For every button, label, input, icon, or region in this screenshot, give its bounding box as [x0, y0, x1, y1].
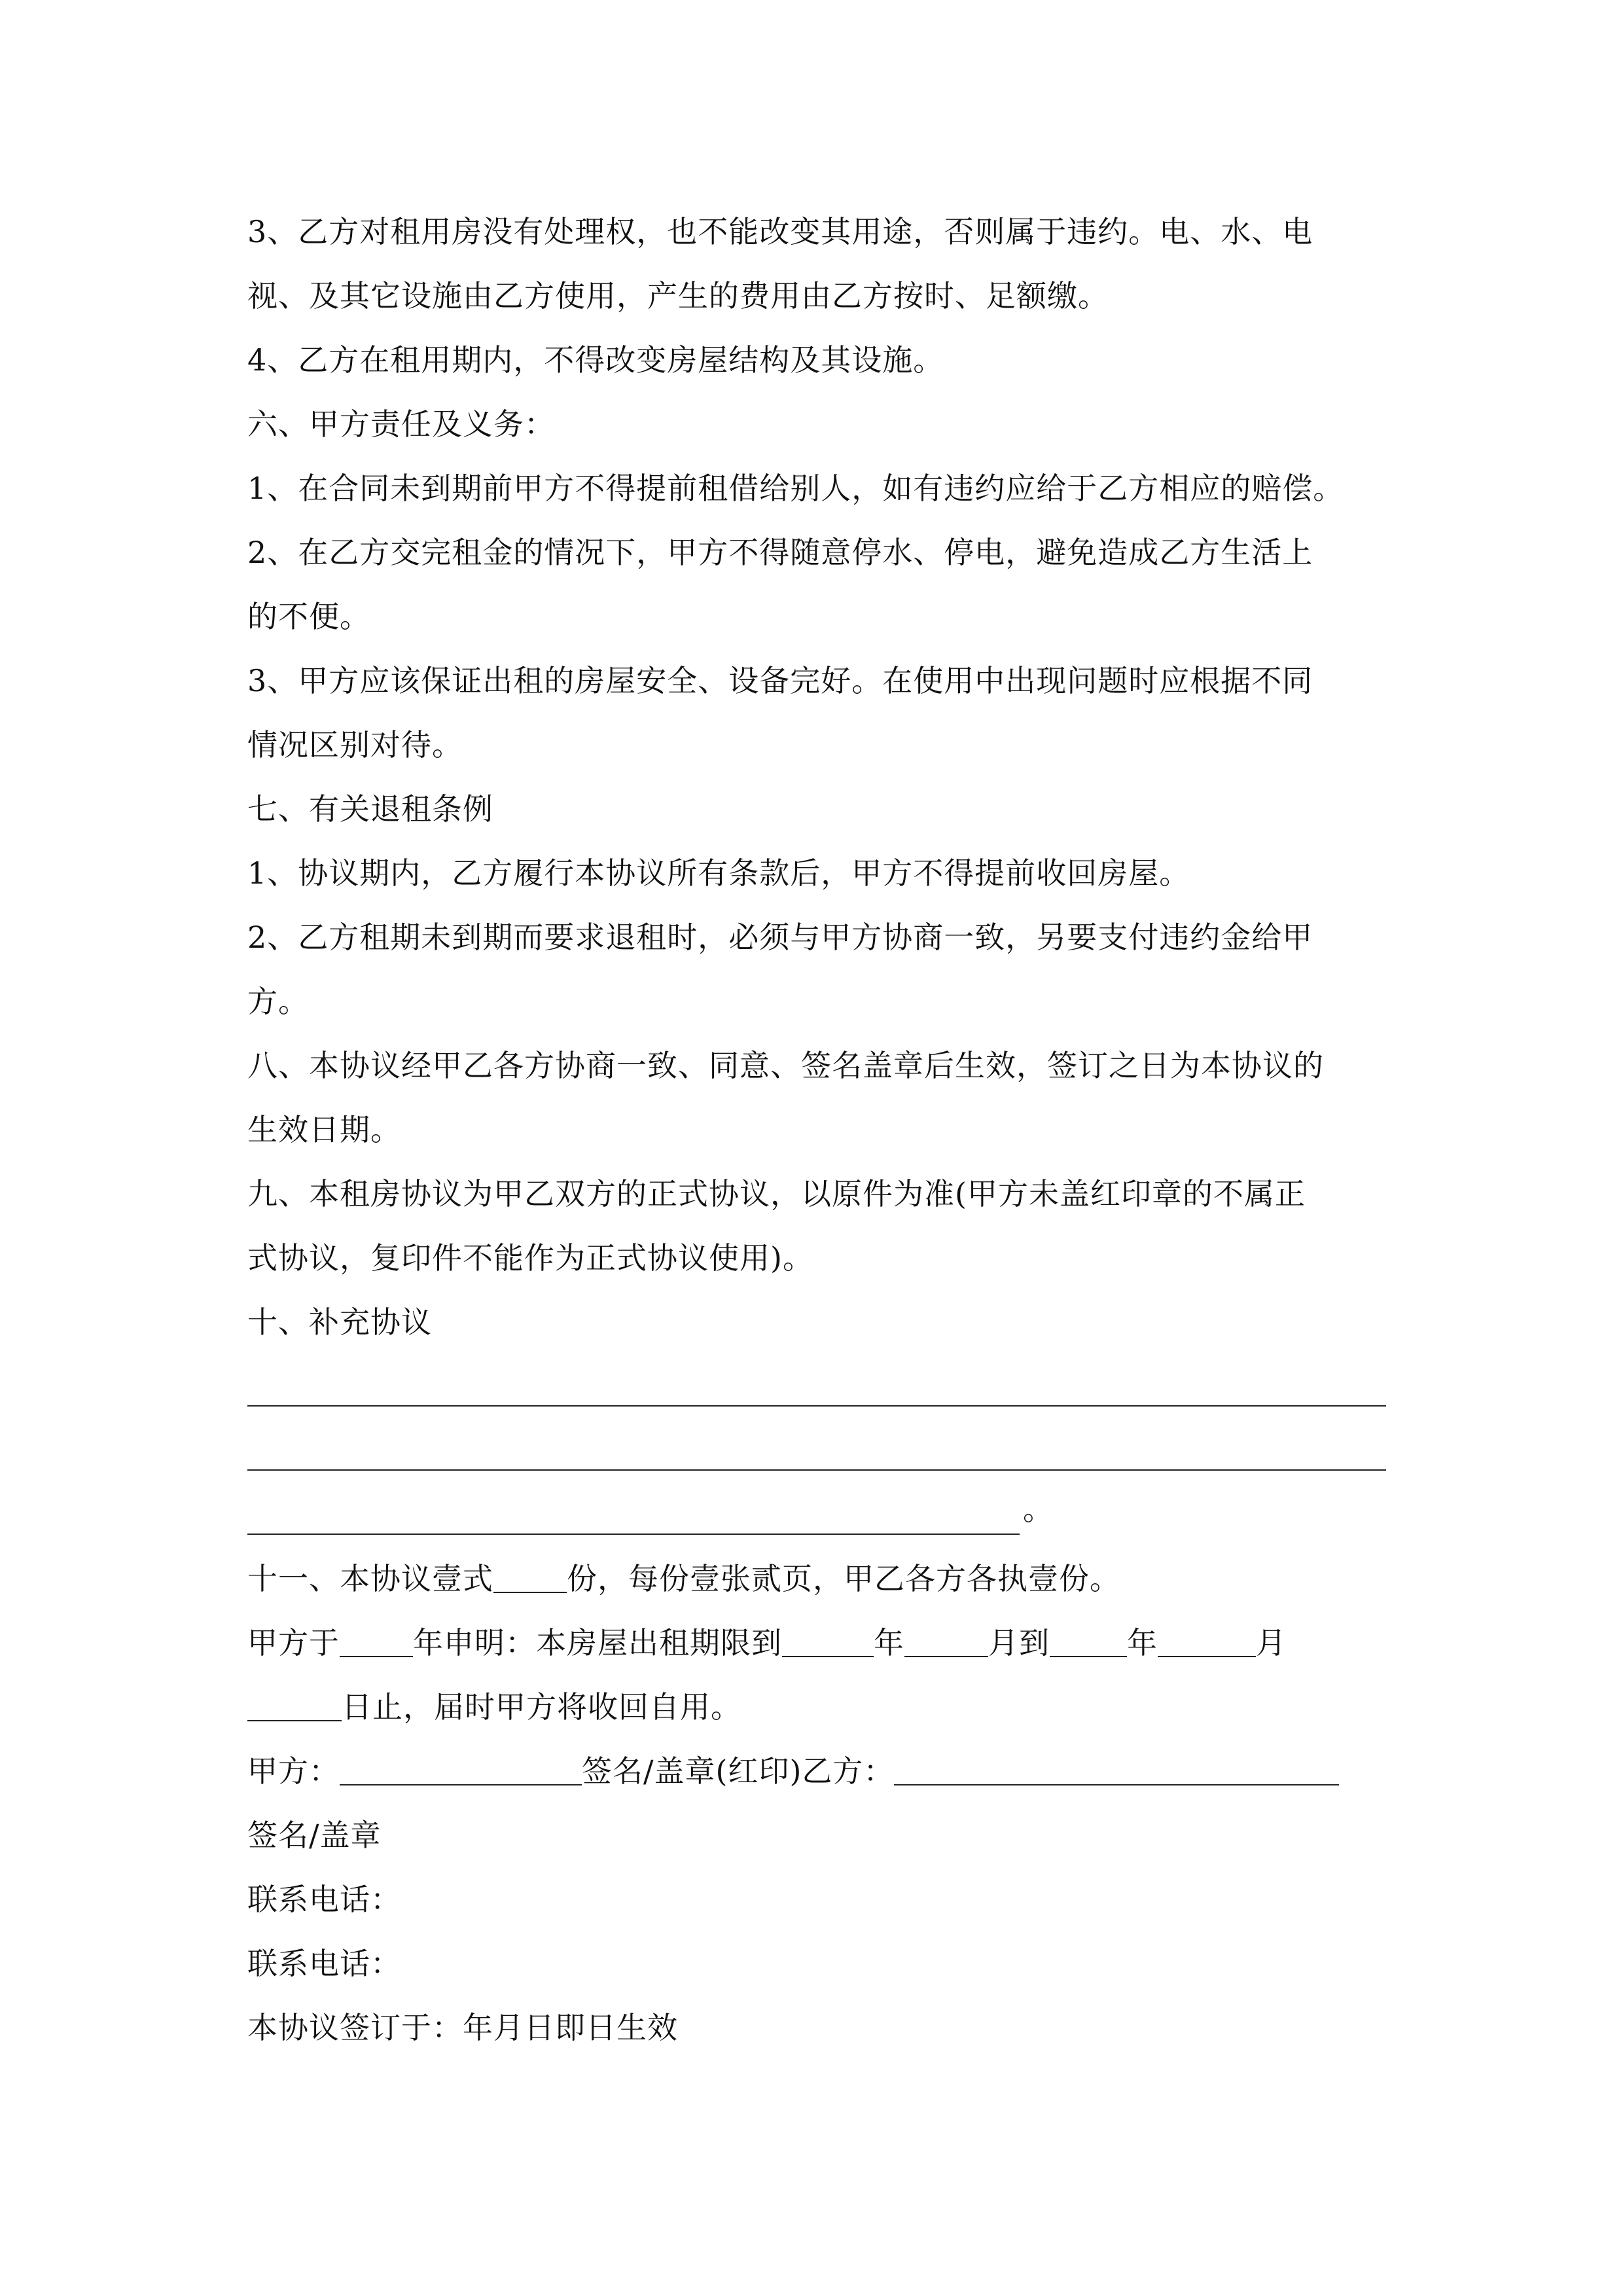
- to-day-blank[interactable]: [247, 1691, 342, 1721]
- phone-label-1: 联系电话：: [247, 1882, 401, 1917]
- start-month-blank[interactable]: [904, 1627, 988, 1657]
- signing-date: 本协议签订于：年月日即日生效: [247, 2010, 678, 2045]
- signature-line: [247, 1739, 1399, 1803]
- section-7-title: 七、有关退租条例: [247, 791, 493, 827]
- party-b-label: 乙方：: [802, 1753, 895, 1789]
- section-11-part-2: 份，每份壹张贰页，甲乙各方各执壹份。: [567, 1561, 1120, 1596]
- clause-5-3-line-2: 视、及其它设施由乙方使用，产生的费用由乙方按时、足额缴。: [247, 278, 1109, 314]
- phone-label-2: 联系电话：: [247, 1946, 401, 1981]
- declaration-part-5: 年: [1127, 1625, 1158, 1660]
- party-a-signature-blank[interactable]: [340, 1755, 582, 1785]
- supplement-rule: [247, 1534, 1020, 1535]
- clause-5-4: 4、乙方在租用期内，不得改变房屋结构及其设施。: [247, 342, 944, 378]
- section-10-title: 十、补充协议: [247, 1304, 432, 1340]
- clause-7-2-line-1: 2、乙方租期未到期而要求退租时，必须与甲方协商一致，另要支付违约金给甲: [247, 920, 1313, 955]
- sign-seal-label: 签名/盖章: [247, 1818, 382, 1853]
- declaration-part-2: 年申明：本房屋出租期限到: [413, 1625, 782, 1660]
- section-9-line-2: 式协议，复印件不能作为正式协议使用)。: [247, 1240, 813, 1276]
- section-11: [247, 1547, 1399, 1611]
- section-6-title: 六、甲方责任及义务：: [247, 406, 555, 442]
- clause-6-2-line-2: 的不便。: [247, 599, 370, 634]
- declaration-part-1: 甲方于: [247, 1625, 340, 1660]
- supplement-line-3[interactable]: [247, 1482, 1399, 1547]
- declaration-line-1: [247, 1611, 1399, 1675]
- clause-6-2-line-1: 2、在乙方交完租金的情况下，甲方不得随意停水、停电，避免造成乙方生活上: [247, 535, 1313, 570]
- to-year-blank[interactable]: [1050, 1627, 1127, 1657]
- clause-7-2-line-2: 方。: [247, 984, 309, 1019]
- clause-7-1: 1、协议期内，乙方履行本协议所有条款后，甲方不得提前收回房屋。: [247, 855, 1190, 891]
- declaration-part-4: 月到: [988, 1625, 1050, 1660]
- clause-5-3-line-1: 3、乙方对租用房没有处理权，也不能改变其用途，否则属于违约。电、水、电: [247, 214, 1313, 249]
- declaration-part-7: 日止，届时甲方将收回自用。: [342, 1689, 741, 1725]
- copies-blank[interactable]: [493, 1563, 567, 1593]
- clause-6-1: 1、在合同未到期前甲方不得提前租借给别人，如有违约应给于乙方相应的赔偿。: [247, 471, 1344, 506]
- section-9-line-1: 九、本租房协议为甲乙双方的正式协议，以原件为准(甲方未盖红印章的不属正: [247, 1176, 1306, 1211]
- clause-6-3-line-1: 3、甲方应该保证出租的房屋安全、设备完好。在使用中出现问题时应根据不同: [247, 663, 1313, 698]
- contract-body: [247, 200, 1399, 2060]
- clause-6-3-line-2: 情况区别对待。: [247, 727, 463, 762]
- supplement-rule: [247, 1469, 1386, 1471]
- declaration-line-2: [247, 1675, 1399, 1739]
- end-year-blank[interactable]: [782, 1627, 874, 1657]
- supplement-rule: [247, 1405, 1386, 1407]
- section-11-part-1: 十一、本协议壹式: [247, 1561, 493, 1596]
- to-month-blank[interactable]: [1158, 1627, 1256, 1657]
- section-8-line-2: 生效日期。: [247, 1112, 401, 1147]
- supplement-line-1[interactable]: [247, 1354, 1399, 1418]
- supplement-line-2[interactable]: [247, 1418, 1399, 1482]
- declare-year-blank[interactable]: [340, 1627, 413, 1657]
- declaration-part-3: 年: [874, 1625, 904, 1660]
- declaration-part-6: 月: [1256, 1625, 1287, 1660]
- sign-seal-red-label: 签名/盖章(红印): [582, 1753, 802, 1789]
- party-a-label: 甲方：: [247, 1753, 340, 1789]
- party-b-signature-blank[interactable]: [894, 1755, 1339, 1785]
- section-8-line-1: 八、本协议经甲乙各方协商一致、同意、签名盖章后生效，签订之日为本协议的: [247, 1048, 1324, 1083]
- supplement-end-mark: 。: [1023, 1492, 1054, 1527]
